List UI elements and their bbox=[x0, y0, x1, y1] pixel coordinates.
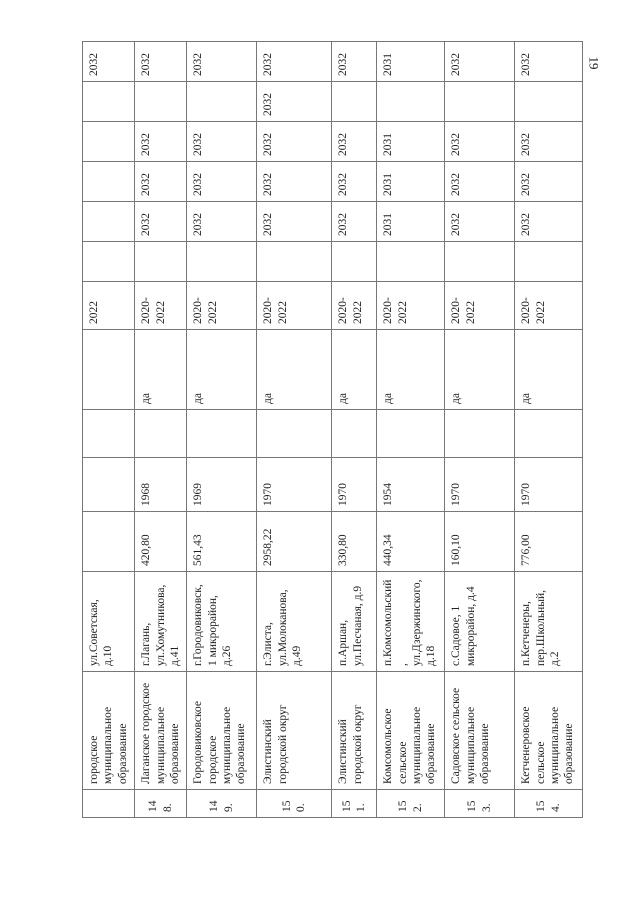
cell-flag: да bbox=[187, 330, 257, 410]
cell-flag: да bbox=[135, 330, 187, 410]
cell-area: 160,10 bbox=[445, 512, 515, 572]
table-row-top bbox=[83, 42, 135, 818]
cell-municipality: Элистинский городской округ bbox=[257, 672, 332, 790]
cell-row-number: 149. bbox=[187, 790, 257, 818]
cell-area: 330,80 bbox=[332, 512, 377, 572]
cell-year-1 bbox=[377, 242, 445, 282]
cell-year-4 bbox=[83, 122, 135, 162]
cell-year-3: 2032 bbox=[187, 162, 257, 202]
table-row bbox=[377, 42, 445, 818]
cell-year-5 bbox=[515, 82, 583, 122]
cell-municipality: Кетченеровское сельское муниципальное образование bbox=[515, 672, 583, 790]
cell-row-number: 150. bbox=[257, 790, 332, 818]
cell-year-3: 2032 bbox=[515, 162, 583, 202]
cell-year-5 bbox=[187, 82, 257, 122]
cell-year: 1969 bbox=[187, 458, 257, 512]
cell-year-3: 2032 bbox=[332, 162, 377, 202]
cell-year-6: 2032 bbox=[187, 42, 257, 82]
cell-year-4: 2032 bbox=[257, 122, 332, 162]
cell-year: 1970 bbox=[332, 458, 377, 512]
cell-address: п.Аршан, ул.Песчаная, д.9 bbox=[332, 572, 377, 672]
table-row bbox=[515, 42, 583, 818]
cell-year-4: 2031 bbox=[377, 122, 445, 162]
cell-year-1 bbox=[135, 242, 187, 282]
cell-year-5 bbox=[135, 82, 187, 122]
cell-year-1 bbox=[515, 242, 583, 282]
cell-year-2 bbox=[83, 202, 135, 242]
cell-row-number: 148. bbox=[135, 790, 187, 818]
cell-area: 776,00 bbox=[515, 512, 583, 572]
cell-municipality: Городовиковское городское муниципальное образование bbox=[187, 672, 257, 790]
cell-year-3: 2031 bbox=[377, 162, 445, 202]
cell-area: 440,34 bbox=[377, 512, 445, 572]
table-row bbox=[332, 42, 377, 818]
cell-row-number bbox=[83, 790, 135, 818]
cell-year: 1968 bbox=[135, 458, 187, 512]
cell-year-6: 2032 bbox=[332, 42, 377, 82]
cell-year bbox=[83, 458, 135, 512]
cell-year-3 bbox=[83, 162, 135, 202]
cell-year-6: 2032 bbox=[515, 42, 583, 82]
cell-year-2: 2032 bbox=[187, 202, 257, 242]
cell-year-1 bbox=[83, 242, 135, 282]
cell-year-2: 2032 bbox=[257, 202, 332, 242]
cell-address: с.Садовое, 1 микрорайон, д.4 bbox=[445, 572, 515, 672]
cell-year-2: 2032 bbox=[135, 202, 187, 242]
cell-address: п.Кетченеры, пер.Школьный, д.2 bbox=[515, 572, 583, 672]
cell-year-4: 2032 bbox=[332, 122, 377, 162]
cell-address: г.Городовиковск, 1 микрорайон, д.26 bbox=[187, 572, 257, 672]
cell-year: 1970 bbox=[257, 458, 332, 512]
cell-year-5 bbox=[377, 82, 445, 122]
housing-table bbox=[82, 41, 583, 818]
cell-row-number: 154. bbox=[515, 790, 583, 818]
cell-period: 2022 bbox=[83, 282, 135, 330]
cell-year-2: 2031 bbox=[377, 202, 445, 242]
cell-flag: да bbox=[257, 330, 332, 410]
cell-year-1 bbox=[257, 242, 332, 282]
cell-year-2: 2032 bbox=[332, 202, 377, 242]
cell-area: 420,80 bbox=[135, 512, 187, 572]
cell-year-4: 2032 bbox=[515, 122, 583, 162]
table-row bbox=[445, 42, 515, 818]
cell-year-5 bbox=[445, 82, 515, 122]
cell-year-6: 2032 bbox=[135, 42, 187, 82]
cell-year: 1970 bbox=[515, 458, 583, 512]
cell-address: г.Элиста, ул.Молоканова, д.49 bbox=[257, 572, 332, 672]
cell-period: 2020-2022 bbox=[187, 282, 257, 330]
cell-period: 2020-2022 bbox=[135, 282, 187, 330]
cell-municipality: Садовское сельское муниципальное образование bbox=[445, 672, 515, 790]
cell-empty bbox=[515, 410, 583, 458]
cell-row-number: 153. bbox=[445, 790, 515, 818]
cell-year-3: 2032 bbox=[257, 162, 332, 202]
cell-year-6: 2032 bbox=[83, 42, 135, 82]
cell-empty bbox=[83, 410, 135, 458]
cell-empty bbox=[377, 410, 445, 458]
cell-year-6: 2032 bbox=[257, 42, 332, 82]
cell-area bbox=[83, 512, 135, 572]
cell-flag: да bbox=[332, 330, 377, 410]
cell-empty bbox=[332, 410, 377, 458]
cell-year-4: 2032 bbox=[187, 122, 257, 162]
cell-year-1 bbox=[332, 242, 377, 282]
cell-municipality: Элистинский городской округ bbox=[332, 672, 377, 790]
cell-year-5 bbox=[83, 82, 135, 122]
cell-year-5 bbox=[332, 82, 377, 122]
cell-empty bbox=[257, 410, 332, 458]
cell-row-number: 151. bbox=[332, 790, 377, 818]
cell-flag: да bbox=[377, 330, 445, 410]
cell-flag bbox=[83, 330, 135, 410]
cell-area: 561,43 bbox=[187, 512, 257, 572]
cell-address: п.Комсомольский, ул.Дзержинского, д.18 bbox=[377, 572, 445, 672]
table-row bbox=[135, 42, 187, 818]
cell-year-2: 2032 bbox=[515, 202, 583, 242]
cell-year-1 bbox=[187, 242, 257, 282]
cell-year-5: 2032 bbox=[257, 82, 332, 122]
cell-period: 2020-2022 bbox=[515, 282, 583, 330]
cell-address: г.Лагань, ул.Хомутникова, д.41 bbox=[135, 572, 187, 672]
cell-year-6: 2031 bbox=[377, 42, 445, 82]
table-row bbox=[257, 42, 332, 818]
cell-year: 1970 bbox=[445, 458, 515, 512]
cell-year-4: 2032 bbox=[135, 122, 187, 162]
cell-empty bbox=[187, 410, 257, 458]
cell-period: 2020-2022 bbox=[257, 282, 332, 330]
cell-empty bbox=[135, 410, 187, 458]
table-row bbox=[187, 42, 257, 818]
cell-address: ул.Советская, д.10 bbox=[83, 572, 135, 672]
cell-year-4: 2032 bbox=[445, 122, 515, 162]
cell-municipality: городское муниципальное образование bbox=[83, 672, 135, 790]
cell-empty bbox=[445, 410, 515, 458]
cell-year-2: 2032 bbox=[445, 202, 515, 242]
cell-period: 2020-2022 bbox=[445, 282, 515, 330]
cell-year-1 bbox=[445, 242, 515, 282]
cell-year: 1954 bbox=[377, 458, 445, 512]
cell-period: 2020-2022 bbox=[332, 282, 377, 330]
cell-municipality: Комсомольское сельское муниципальное образование bbox=[377, 672, 445, 790]
cell-flag: да bbox=[515, 330, 583, 410]
cell-area: 2958,22 bbox=[257, 512, 332, 572]
cell-flag: да bbox=[445, 330, 515, 410]
cell-municipality: Лаганское городское муниципальное образование bbox=[135, 672, 187, 790]
cell-year-3: 2032 bbox=[135, 162, 187, 202]
page-number: 19 bbox=[586, 56, 602, 70]
cell-year-6: 2032 bbox=[445, 42, 515, 82]
rotated-table-container bbox=[82, 42, 576, 818]
cell-year-3: 2032 bbox=[445, 162, 515, 202]
cell-period: 2020-2022 bbox=[377, 282, 445, 330]
cell-row-number: 152. bbox=[377, 790, 445, 818]
